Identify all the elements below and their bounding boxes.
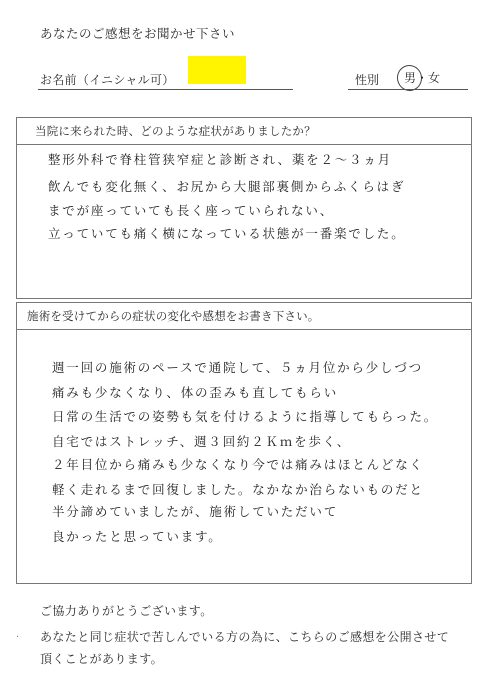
name-underline xyxy=(38,89,293,90)
answer-line: 良かったと思っています。 xyxy=(52,529,223,544)
answer-line: 立っていても痛く横になっている状態が一番楽でした。 xyxy=(48,226,406,241)
footer-mark: · xyxy=(16,632,20,643)
question-impressions: 施術を受けてからの症状の変化や感想をお書き下さい。 xyxy=(17,303,471,330)
answer-line: 整形外科で脊柱管狭窄症と診断され、薬を２〜３ヵ月 xyxy=(48,152,392,167)
sex-label: 性別 xyxy=(355,73,380,87)
answer-line: 日常の生活での姿勢も気を付けるように指導してもらった。 xyxy=(52,409,439,424)
answer-line: 軽く走れるまで回復しました。なかなか治らないものだと xyxy=(52,482,424,497)
answer-line: 痛みも少なくなり、体の歪みも直してもらい xyxy=(52,385,339,400)
answer-line: までが座っていても長く座っていられない、 xyxy=(48,203,335,218)
answer-line: 自宅ではストレッチ、週３回約２Ｋｍを歩く、 xyxy=(52,434,352,449)
question-symptoms: 当院に来られた時、どのような症状がありましたか？ xyxy=(17,118,471,145)
answer-line: 飲んでも変化無く、お尻から大腿部裏側からふくらはぎ xyxy=(48,179,406,194)
sex-value: 男・女 xyxy=(404,71,441,85)
sex-underline xyxy=(348,89,468,90)
answer-line: 半分諦めていましたが、施術していただいて xyxy=(52,504,339,519)
footer-notice-cont: 頂くことがあります。 xyxy=(40,652,164,666)
form-title: あなたのご感想をお聞かせ下さい xyxy=(40,26,236,41)
name-redaction xyxy=(188,56,246,84)
name-label: お名前（イニシャル可） xyxy=(40,73,175,87)
footer-notice: あなたと同じ症状で苦しんでいる方の為に、こちらのご感想を公開させて xyxy=(40,630,450,644)
answer-line: 週一回の施術のペースで通院して、５ヵ月位から少しづつ xyxy=(52,360,423,375)
footer-thanks: ご協力ありがとうございます。 xyxy=(40,604,213,618)
answer-line: ２年目位から痛みも少なくなり今では痛みはほとんどなく xyxy=(52,457,424,472)
